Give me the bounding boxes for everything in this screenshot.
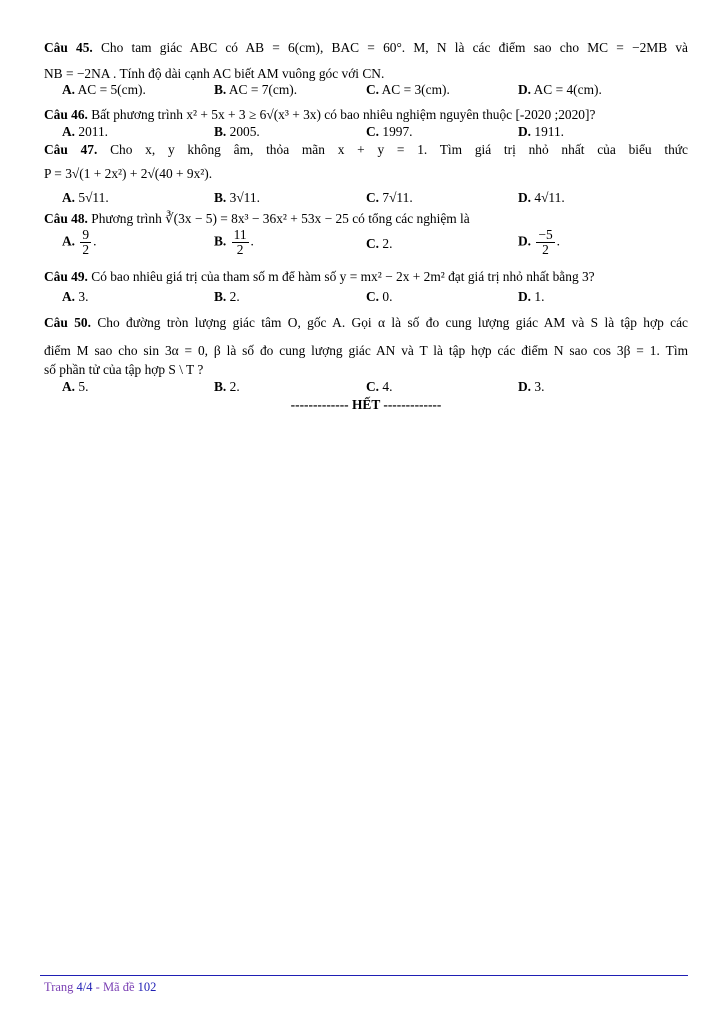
- option-c: C. 4.: [366, 379, 393, 394]
- page-footer: [44, 980, 156, 995]
- question-49-line-1: [44, 268, 595, 286]
- question-50-line-3: số phần tử của tập hợp S \ T ?: [44, 362, 204, 377]
- question-label: Câu 47.: [44, 142, 98, 157]
- option-a: A. 5.: [62, 379, 89, 394]
- option-d: D. 1911.: [518, 124, 565, 139]
- option-d: D. 3.: [518, 379, 545, 394]
- option-d: D. 1.: [518, 289, 545, 304]
- question-50-line-2: điểm M sao cho sin 3α = 0, β là số đo cung lượng giác AN và T là tập hợp các điểm N sao cos 3β = 1. Tìm: [44, 343, 688, 358]
- option-c: C. 1997.: [366, 124, 413, 139]
- question-text: Có bao nhiêu giá trị của tham số m để hàm số y = mx² − 2x + 2m² đạt giá trị nhỏ nhất bằng 3?: [91, 269, 595, 284]
- footer-exam-label: - Mã đề: [95, 980, 135, 994]
- question-48-line-1: [44, 210, 470, 228]
- question-text: Phương trình ∛(3x − 5) = 8x³ − 36x² + 53x − 25 có tổng các nghiệm là: [91, 211, 470, 226]
- question-47-line-1: [44, 141, 688, 159]
- option-b: B. 2.: [214, 289, 240, 304]
- question-label: Câu 45.: [44, 40, 93, 55]
- option-b: B. $\frac{11}{2}$ .: [214, 227, 254, 257]
- option-a: A. 5√11.: [62, 190, 109, 205]
- option-d: D. $\frac{-5}{2}$ .: [518, 227, 560, 257]
- end-marker: ------------- HẾT -------------: [290, 397, 442, 412]
- option-d: D. 4√11.: [518, 190, 565, 205]
- footer-divider: [40, 975, 688, 976]
- option-a: A. $\frac{9}{2}$ .: [62, 227, 97, 257]
- question-46-line-1: [44, 106, 595, 124]
- question-text: Bất phương trình x² + 5x + 3 ≥ 6√(x³ + 3x) có bao nhiêu nghiệm nguyên thuộc [-2020 ;2020]?: [91, 107, 596, 122]
- question-text: Cho x, y không âm, thỏa mãn x + y = 1. Tìm giá trị nhỏ nhất của biểu thức: [110, 142, 688, 157]
- question-label: Câu 48.: [44, 211, 88, 226]
- option-b: B. AC = 7(cm).: [214, 82, 298, 97]
- question-text: Cho tam giác ABC có AB = 6(cm), BAC = 60°. M, N là các điểm sao cho MC = −2MB và: [100, 40, 688, 55]
- footer-exam-code: 102: [137, 980, 157, 994]
- option-b: B. 3√11.: [214, 190, 260, 205]
- option-b: B. 2.: [214, 379, 240, 394]
- question-50-line-1: [44, 314, 688, 332]
- option-c: C. 2.: [366, 236, 393, 251]
- option-a: A. AC = 5(cm).: [62, 82, 146, 97]
- option-c: C. 7√11.: [366, 190, 413, 205]
- question-label: Câu 50.: [44, 315, 91, 330]
- option-b: B. 2005.: [214, 124, 260, 139]
- option-d: D. AC = 4(cm).: [518, 82, 602, 97]
- question-47-line-2: P = 3√(1 + 2x²) + 2√(40 + 9x²).: [44, 166, 213, 181]
- footer-page-label: Trang: [44, 980, 74, 994]
- option-a: A. 2011.: [62, 124, 109, 139]
- option-a: A. 3.: [62, 289, 89, 304]
- option-c: C. AC = 3(cm).: [366, 82, 450, 97]
- option-c: C. 0.: [366, 289, 393, 304]
- question-45-line-1: [44, 39, 688, 57]
- question-45-line-2: NB = −2NA . Tính độ dài cạnh AC biết AM vuông góc với CN.: [44, 66, 385, 81]
- footer-page-number: 4/4: [76, 980, 93, 994]
- question-text: Cho đường tròn lượng giác tâm O, gốc A. Gọi α là số đo cung lượng giác AM và S là tập hợp các: [97, 315, 688, 330]
- question-label: Câu 46.: [44, 107, 88, 122]
- question-label: Câu 49.: [44, 269, 88, 284]
